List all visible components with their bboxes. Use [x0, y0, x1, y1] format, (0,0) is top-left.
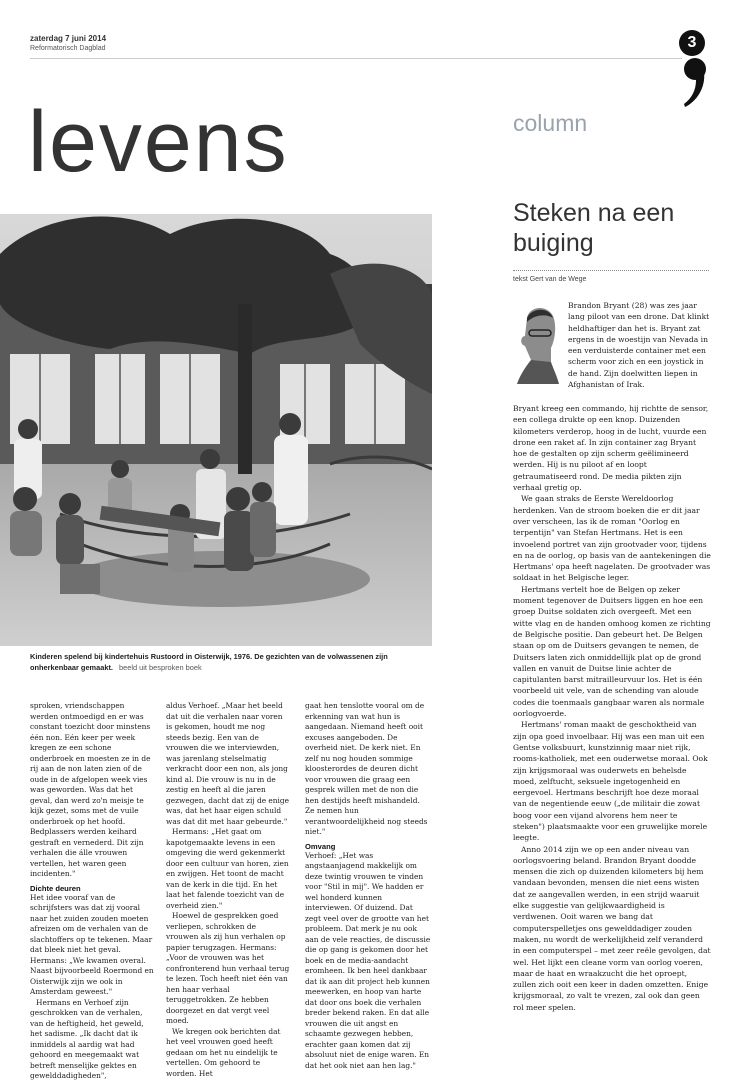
paragraph: Verhoef: „Het was angstaanjagend makkelijk om deze twintig vrouwen te vinden voor "Stil in mij". We hadden er wel honderd kunnen interviewen. Of duizend. Dat zegt veel over de grootte van het probleem. Dat merk je nu ook aan de vele reacties, de discussie die op gang is gekomen door het boek en de media-aandacht eromheen. Ik ben heel dankbaar dat ik aan dit project heb kunnen meewerken, en hoop van harte dat door ons boek die verhalen breder bekend raken. En dat alle vrouwen die uit angst en schaamte gezwegen hebben, erachter gaan komen dat zij absoluut niet de enige waren. En dat het ook niet aan hen lag.": [305, 850, 431, 1070]
column-intro: [568, 300, 710, 390]
paragraph: Hermans: „Het gaat om kapotgemaakte levens in een omgeving die werd gekenmerkt door een cultuur van horen, zien en zwijgen. Het toont de macht van de kerk in die tijd. En het laat het falende toezicht van de overheid zien.": [166, 827, 289, 910]
photo-credit: beeld uit besproken boek: [119, 663, 202, 672]
caption-text: Kinderen spelend bij kindertehuis Rustoord in Oisterwijk, 1976. De gezichten van de volwassenen zijn onherkenbaar gemaakt.: [30, 652, 388, 672]
page-number-badge: 3: [679, 30, 705, 56]
issue-date: zaterdag 7 juni 2014: [30, 34, 107, 43]
subheading: Omvang: [305, 841, 336, 851]
paragraph: Hoewel de gesprekken goed verliepen, schrokken de vrouwen als zij hun verhalen op papier terugzagen. Hermans: „Voor de vrouwen was het confronterend hun verhaal terug te lezen. Toch heeft niet één van hen haar verhaal teruggetrokken. Ze hebben doorgezet en dat vergt veel moed.: [166, 911, 290, 1025]
comma-icon: [682, 56, 708, 108]
paragraph: Hermans en Verhoef zijn geschrokken van de verhalen, van de heftigheid, het geweld, het sadisme. „Ik dacht dat ik inmiddels al aardig wat had gehoord en meegemaakt wat betreft menselijke gektes en gewelddadigheden",: [30, 997, 144, 1080]
column-label: column: [513, 110, 588, 136]
article-column-1: [30, 701, 154, 1082]
paragraph: gaat hen tenslotte vooral om de erkenning van wat hun is aangedaan. Niemand heeft ooit excuses aangeboden. De overheid niet. De kerk niet. En zelf nu nog houden sommige kloosterordes de deuren dicht voor vrouwen die graag een gesprek willen met de non die hen destijds heeft mishandeld. Ze nemen hun verantwoordelijkheid nog steeds niet.": [305, 701, 428, 836]
article-column-3: [305, 701, 431, 1071]
header-rule: [30, 58, 682, 59]
paragraph: Hertmans vertelt hoe de Belgen op zeker moment tegenover de Duitsers liggen en hoe een groep Duitse soldaten zich overgeeft. Met een witte vlag en de handen omhoog komen ze richting de Belgische positie. Dan gebeurt het. De Belgen staan op om de Duitsers gevangen te nemen, de Duitsers laten zich onmiddellijk plat op de grond vallen en vanuit de Duitse linie achter de capitulanten barst mitrailleurvuur los. Het is één voorbeeld uit vele, van de schending van aloude codes die toenmaals gangbaar waren als normale oorlogvoerde.: [513, 584, 711, 719]
author-portrait: [513, 300, 563, 384]
paragraph: Bryant kreeg een commando, hij richtte de sensor, een collega drukte op een knop. Duizenden kilometers verderop, hoog in de lucht, vuurde een drone een raket af. In zijn container zag Bryant hoe de gestalten op zijn scherm geëlimineerd werden. Hij is nu piloot af en loopt getraumatiseerd rond. De media pikten zijn verhaal gretig op.: [513, 404, 709, 493]
paragraph: sproken, vriendschappen werden ontmoedigd en er was constant toezicht door minstens één non. Eén keer per week kregen ze een schone onderbroek en moesten ze in de rij aan de non laten zien of de oude in de afgelopen week vies was geworden. Was dat het geval, dan werd zo'n meisje te kijk gezet, soms met de vuile onderbroek op het hoofd. Bedplassers werden keihard gestraft en vernederd. Dit zijn verhalen die álle vrouwen vertellen, het waren geen incidenten.": [30, 701, 151, 878]
paragraph: We kregen ook berichten dat het veel vrouwen goed heeft gedaan om het nu eindelijk te vertellen. Om gehoord te worden. Het: [166, 1026, 281, 1078]
paragraph: Hertmans' roman maakt de geschoktheid van zijn opa goed invoelbaar. Hij was een man uit een Gentse volksbuurt, kunstzinnig maar niet rijk, rooms-katholiek, met een ouderwetse moraal. Ook zijn krijgsmoraal was ouderwets en behelsde moed, zelftucht, seksuele ingetogenheid en eergevoel. Hertmans beschrijft hoe deze moraal van de negentiende eeuw („de militair die zowat boog voor een vijand alvorens hem neer te steken") plaatsmaakte voor een gruwelijke morele leegte.: [513, 720, 708, 843]
column-body: [513, 403, 711, 1013]
headline-divider: [513, 270, 709, 271]
paragraph: We gaan straks de Eerste Wereldoorlog herdenken. Van de stroom boeken die er dit jaar over verscheen, las ik de roman "Oorlog en terpentijn" van Stefan Hertmans. Het is een invoelend portret van zijn grootvader voor, tijdens en na de oorlog, op basis van de aantekeningen die Hertmans' opa heeft nagelaten. De grootvader was soldaat in het Belgische leger.: [513, 494, 711, 583]
paragraph: Anno 2014 zijn we op een ander niveau van oorlogsvoering beland. Brandon Bryant doodde mensen die zich op duizenden kilometers bij hem vandaan bevonden, mensen die niet eens wisten dat ze aangevallen werden, in een strijd waaruit elke suggestie van gelijkwaardigheid is verdwenen. Ooit waren we bang dat computerspelletjes ons gewelddadiger zouden maken, nu wordt de werkelijkheid zelf veranderd in een computerspel – met zeer reële gevolgen, dat wel. Het lijkt een cleane vorm van oorlog voeren, maar de haat en wraakzucht die het oproept, zullen zich ooit een keer in daden omzetten. Enige krijgsmoraal, zo valt te vrezen, zal ook dan geen rol meer spelen.: [513, 844, 711, 1012]
paragraph: aldus Verhoef. „Maar het beeld dat uit die verhalen naar voren is gekomen, houdt me nog steeds bezig. Een van de vrouwen die we interviewden, was jarenlang stelselmatig verkracht door een non, als jong kind al. Die vrouw is nu in de zestig en heeft al die jaren gezwegen, dacht dat zij de enige was, dat het haar eigen schuld was dat dit met haar gebeurde.": [166, 701, 290, 826]
column-byline: tekst Gert van de Wege: [513, 276, 587, 283]
article-photo: [0, 214, 432, 646]
column-headline: Steken na een buiging: [513, 199, 675, 257]
section-title: levens: [28, 94, 289, 190]
newspaper-name: Reformatorisch Dagblad: [30, 45, 106, 52]
photo-caption: [30, 651, 432, 673]
subheading: Dichte deuren: [30, 883, 81, 893]
article-column-2: [166, 701, 290, 1079]
paragraph: Het idee vooraf van de schrijfsters was dat zij vooral naar het zuiden zouden moeten afreizen om de verhalen van de slachtoffers op te tekenen. Maar dat bleek niet het geval. Hermans: „We kwamen overal. Naast bijvoorbeeld Roermond en Oisterwijk zijn we ook in Amsterdam geweest.": [30, 892, 154, 996]
paragraph: Brandon Bryant (28) was zes jaar lang piloot van een drone. Dat klinkt heldhaftiger dan het is. Bryant zat ergens in de woestijn van Nevada in een verduisterde container met een scherm voor zich en een joystick in de hand. Zijn doelwitten liepen in Afghanistan of Irak.: [568, 301, 710, 390]
